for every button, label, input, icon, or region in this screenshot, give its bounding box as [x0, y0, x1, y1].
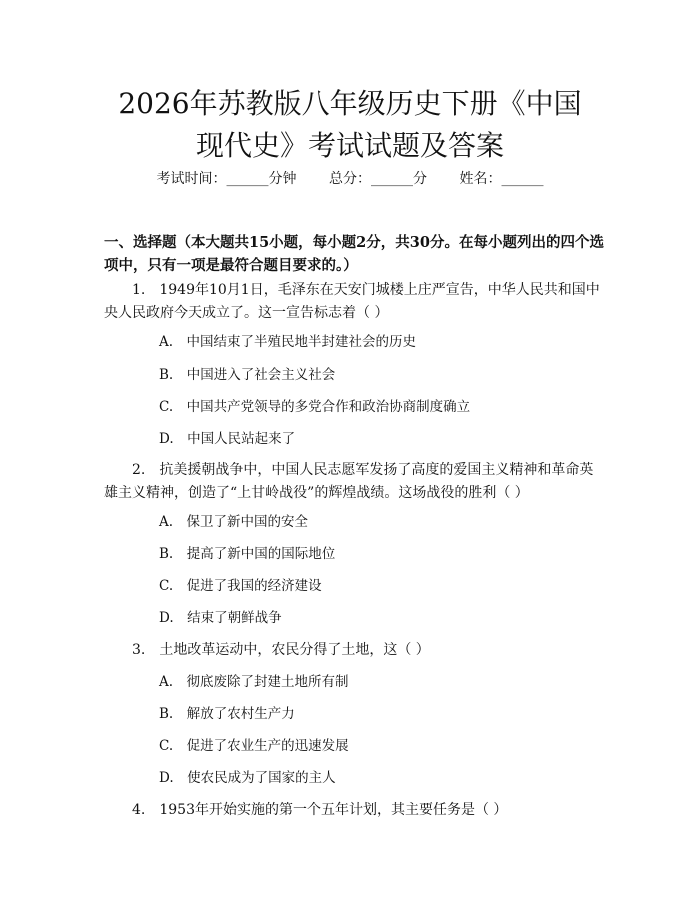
document-title: 2026年苏教版八年级历史下册《中国现代史》考试试题及答案 [118, 87, 582, 162]
question-3-option-d: D. 使农民成为了国家的主人 [159, 770, 336, 786]
total-score-field: 总分：______分 [329, 171, 427, 187]
question-3: 3. 土地改革运动中，农民分得了土地，这（ ） [132, 642, 430, 658]
question-4: 4. 1953年开始实施的第一个五年计划，其主要任务是（ ） [132, 802, 508, 818]
question-2-option-d: D. 结束了朝鲜战争 [159, 610, 282, 626]
question-3-option-b: B. 解放了农村生产力 [159, 706, 295, 722]
exam-time-field: 考试时间：______分钟 [156, 171, 297, 187]
question-3-option-c: C. 促进了农业生产的迅速发展 [159, 738, 349, 754]
section-heading: 一、选择题（本大题共15小题，每小题2分，共30分。在每小题列出的四个选项中，只有一项是最符合题目要求的。） [104, 234, 604, 274]
question-1-option-a: A. 中国结束了半殖民地半封建社会的历史 [159, 334, 417, 350]
question-2-option-b: B. 提高了新中国的国际地位 [159, 546, 336, 562]
question-1: 1. 1949年10月1日，毛泽东在天安门城楼上庄严宣告，中华人民共和国中央人民政府今天成立了。这一宣告标志着（ ） [104, 282, 600, 321]
question-1-option-b: B. 中国进入了社会主义社会 [159, 367, 336, 383]
question-2-option-c: C. 促进了我国的经济建设 [159, 578, 322, 594]
question-1-option-c: C. 中国共产党领导的多党合作和政治协商制度确立 [159, 399, 471, 415]
question-3-option-a: A. 彻底废除了封建土地所有制 [159, 674, 349, 690]
question-1-option-d: D. 中国人民站起来了 [159, 431, 296, 447]
student-name-field: 姓名：______ [459, 171, 544, 187]
exam-meta [0, 170, 700, 188]
question-2: 2. 抗美援朝战争中，中国人民志愿军发扬了高度的爱国主义精神和革命英雄主义精神，创造了“上甘岭战役”的辉煌战绩。这场战役的胜利（ ） [104, 462, 594, 501]
question-2-option-a: A. 保卫了新中国的安全 [159, 514, 309, 530]
